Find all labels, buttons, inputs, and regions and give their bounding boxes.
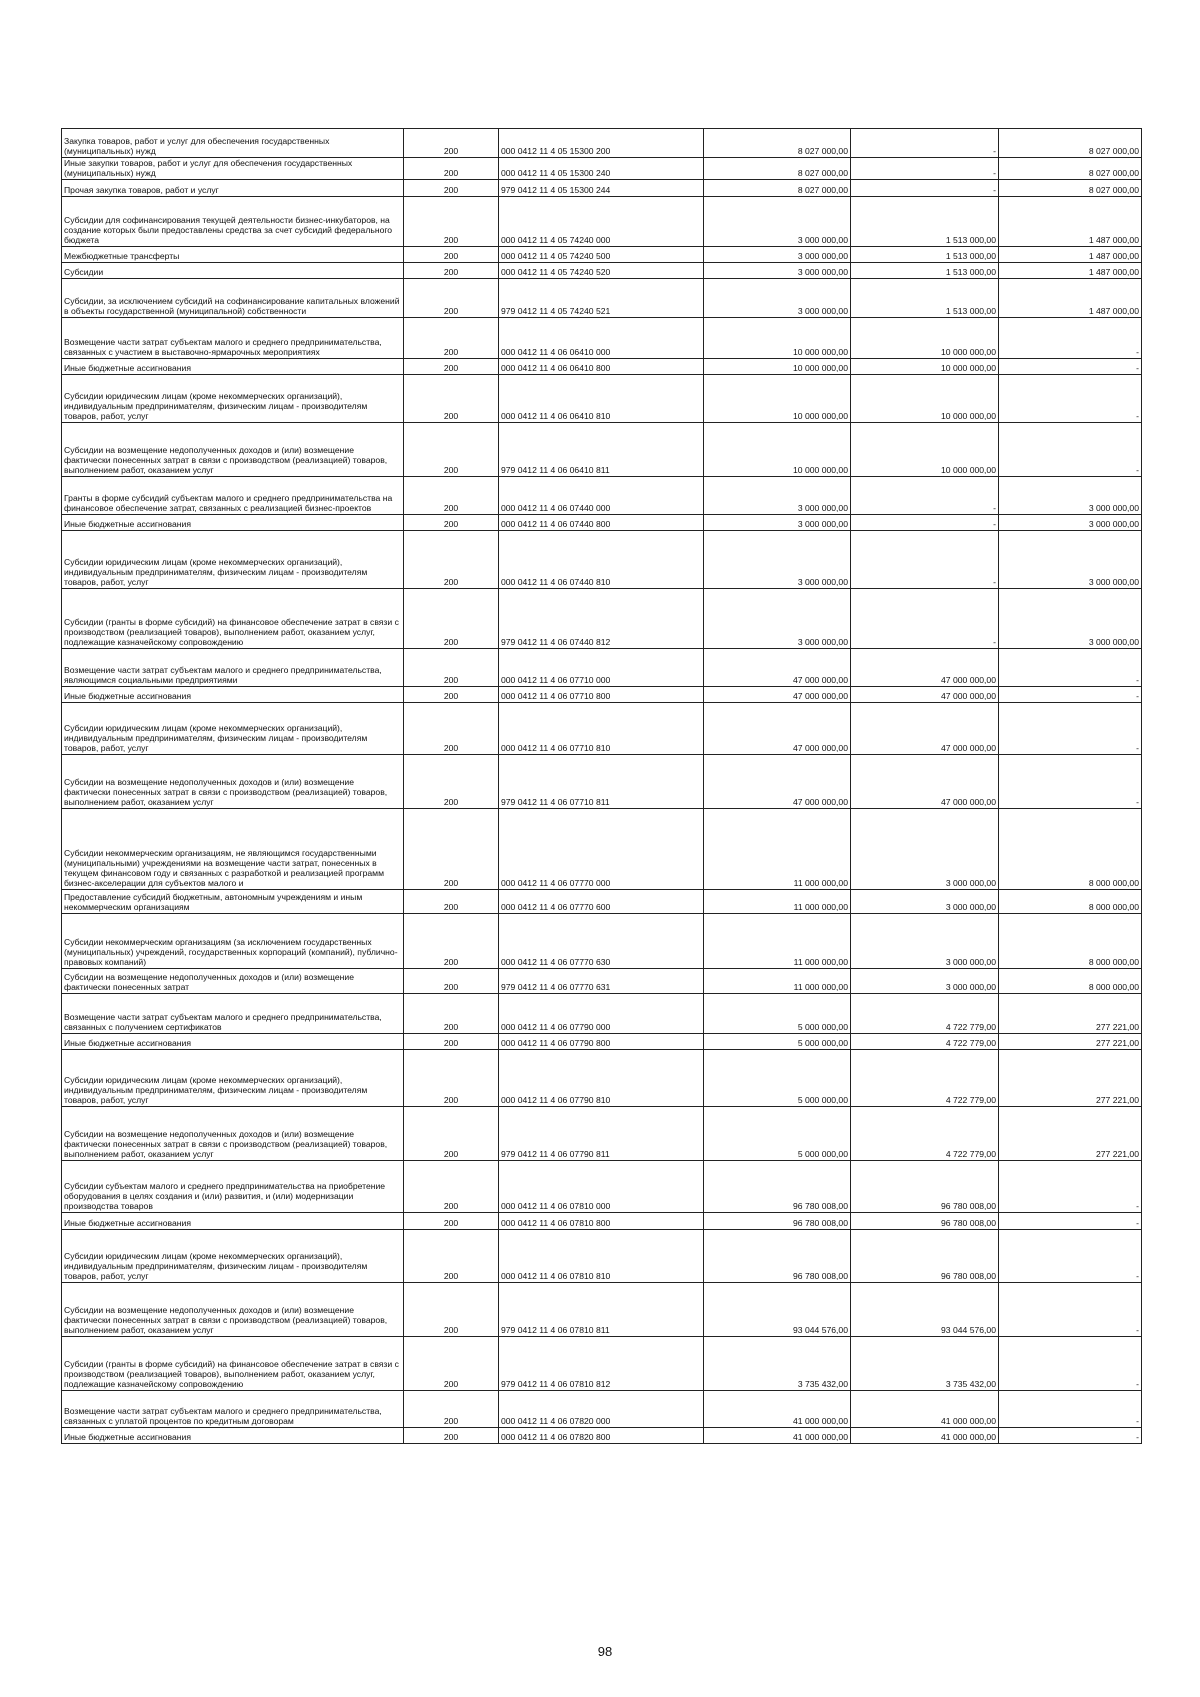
approved-amount: 3 000 000,00 <box>704 477 851 515</box>
approved-amount: 3 735 432,00 <box>704 1337 851 1391</box>
executed-amount: - <box>851 515 999 531</box>
table-row <box>62 197 1142 247</box>
line-code: 200 <box>404 197 499 247</box>
budget-classification-code: 000 0412 11 4 06 07790 810 <box>499 1050 704 1107</box>
approved-amount: 3 000 000,00 <box>704 263 851 279</box>
executed-amount: 10 000 000,00 <box>851 375 999 423</box>
executed-amount: 96 780 008,00 <box>851 1161 999 1213</box>
item-name: Субсидии (гранты в форме субсидий) на финансовое обеспечение затрат в связи с производством (реализацией товаров), выполнением работ, оказанием услуг, подлежащие казначейскому сопровождению <box>62 1337 404 1391</box>
approved-amount: 3 000 000,00 <box>704 247 851 263</box>
unexecuted-amount: 3 000 000,00 <box>999 589 1142 649</box>
budget-classification-code: 000 0412 11 4 06 06410 810 <box>499 375 704 423</box>
line-code: 200 <box>404 1428 499 1444</box>
executed-amount: 47 000 000,00 <box>851 755 999 809</box>
budget-classification-code: 000 0412 11 4 06 07440 800 <box>499 515 704 531</box>
approved-amount: 10 000 000,00 <box>704 359 851 375</box>
line-code: 200 <box>404 809 499 890</box>
budget-classification-code: 000 0412 11 4 06 07810 800 <box>499 1213 704 1230</box>
item-name: Субсидии на возмещение недополученных доходов и (или) возмещение фактически понесенных затрат в связи с производством (реализацией) товаров, выполнением работ, оказанием услуг <box>62 1283 404 1337</box>
item-name: Иные бюджетные ассигнования <box>62 1034 404 1050</box>
item-name: Субсидии юридическим лицам (кроме некоммерческих организаций), индивидуальным предпринимателям, физическим лицам - производителям товаров, работ, услуг <box>62 375 404 423</box>
budget-classification-code: 000 0412 11 4 06 07770 000 <box>499 809 704 890</box>
item-name: Возмещение части затрат субъектам малого и среднего предпринимательства, связанных с получением сертификатов <box>62 994 404 1034</box>
line-code: 200 <box>404 158 499 180</box>
budget-classification-code: 000 0412 11 4 06 07770 630 <box>499 914 704 969</box>
budget-classification-code: 000 0412 11 4 06 07810 810 <box>499 1230 704 1283</box>
unexecuted-amount: 8 000 000,00 <box>999 890 1142 914</box>
line-code: 200 <box>404 375 499 423</box>
line-code: 200 <box>404 914 499 969</box>
budget-classification-code: 000 0412 11 4 06 07710 000 <box>499 649 704 687</box>
item-name: Иные бюджетные ассигнования <box>62 515 404 531</box>
approved-amount: 47 000 000,00 <box>704 649 851 687</box>
table-row <box>62 1107 1142 1161</box>
line-code: 200 <box>404 531 499 589</box>
line-code: 200 <box>404 969 499 994</box>
approved-amount: 3 000 000,00 <box>704 515 851 531</box>
line-code: 200 <box>404 1107 499 1161</box>
line-code: 200 <box>404 263 499 279</box>
approved-amount: 11 000 000,00 <box>704 809 851 890</box>
unexecuted-amount: 3 000 000,00 <box>999 477 1142 515</box>
line-code: 200 <box>404 1283 499 1337</box>
unexecuted-amount: - <box>999 649 1142 687</box>
budget-classification-code: 000 0412 11 4 06 07770 600 <box>499 890 704 914</box>
item-name: Возмещение части затрат субъектам малого и среднего предпринимательства, являющимся социальными предприятиями <box>62 649 404 687</box>
executed-amount: 1 513 000,00 <box>851 247 999 263</box>
unexecuted-amount: - <box>999 1230 1142 1283</box>
executed-amount: 96 780 008,00 <box>851 1213 999 1230</box>
item-name: Субсидии на возмещение недополученных доходов и (или) возмещение фактически понесенных затрат в связи с производством (реализацией) товаров, выполнением работ, оказанием услуг <box>62 423 404 477</box>
table-body <box>62 129 1142 1444</box>
table-row <box>62 703 1142 755</box>
approved-amount: 8 027 000,00 <box>704 180 851 197</box>
item-name: Субсидии <box>62 263 404 279</box>
budget-classification-code: 000 0412 11 4 06 07810 000 <box>499 1161 704 1213</box>
approved-amount: 47 000 000,00 <box>704 755 851 809</box>
unexecuted-amount: 8 000 000,00 <box>999 969 1142 994</box>
executed-amount: 1 513 000,00 <box>851 197 999 247</box>
executed-amount: 41 000 000,00 <box>851 1428 999 1444</box>
unexecuted-amount: - <box>999 423 1142 477</box>
executed-amount: 96 780 008,00 <box>851 1230 999 1283</box>
executed-amount: 4 722 779,00 <box>851 994 999 1034</box>
approved-amount: 10 000 000,00 <box>704 423 851 477</box>
line-code: 200 <box>404 1337 499 1391</box>
table-row <box>62 1337 1142 1391</box>
approved-amount: 5 000 000,00 <box>704 1034 851 1050</box>
unexecuted-amount: 8 027 000,00 <box>999 158 1142 180</box>
unexecuted-amount: - <box>999 1283 1142 1337</box>
item-name: Возмещение части затрат субъектам малого и среднего предпринимательства, связанных с участием в выставочно-ярмарочных мероприятиях <box>62 318 404 359</box>
table-row <box>62 1428 1142 1444</box>
approved-amount: 5 000 000,00 <box>704 1107 851 1161</box>
budget-classification-code: 979 0412 11 4 06 07810 811 <box>499 1283 704 1337</box>
approved-amount: 11 000 000,00 <box>704 914 851 969</box>
unexecuted-amount: 1 487 000,00 <box>999 197 1142 247</box>
table-row <box>62 263 1142 279</box>
unexecuted-amount: - <box>999 703 1142 755</box>
unexecuted-amount: 1 487 000,00 <box>999 263 1142 279</box>
item-name: Субсидии для софинансирования текущей деятельности бизнес-инкубаторов, на создание которых были предоставлены средства за счет субсидий федерального бюджета <box>62 197 404 247</box>
executed-amount: 3 735 432,00 <box>851 1337 999 1391</box>
budget-classification-code: 000 0412 11 4 06 07820 800 <box>499 1428 704 1444</box>
table-row <box>62 687 1142 703</box>
budget-classification-code: 000 0412 11 4 05 74240 000 <box>499 197 704 247</box>
executed-amount: 3 000 000,00 <box>851 809 999 890</box>
line-code: 200 <box>404 890 499 914</box>
budget-classification-code: 979 0412 11 4 06 07440 812 <box>499 589 704 649</box>
item-name: Субсидии субъектам малого и среднего предпринимательства на приобретение оборудования в целях создания и (или) развития, и (или) модернизации производства товаров <box>62 1161 404 1213</box>
line-code: 200 <box>404 515 499 531</box>
item-name: Гранты в форме субсидий субъектам малого и среднего предпринимательства на финансовое обеспечение затрат, связанных с реализацией бизнес-проектов <box>62 477 404 515</box>
line-code: 200 <box>404 477 499 515</box>
table-row <box>62 1050 1142 1107</box>
budget-classification-code: 979 0412 11 4 06 07790 811 <box>499 1107 704 1161</box>
item-name: Субсидии некоммерческим организациям, не являющимся государственными (муниципальными) учреждениями на возмещение части затрат, понесенных в текущем финансовом году и связанных с разработкой и реализацией программ бизнес-акселерации для субъектов малого и <box>62 809 404 890</box>
unexecuted-amount: 8 000 000,00 <box>999 914 1142 969</box>
item-name: Субсидии юридическим лицам (кроме некоммерческих организаций), индивидуальным предпринимателям, физическим лицам - производителям товаров, работ, услуг <box>62 531 404 589</box>
item-name: Возмещение части затрат субъектам малого и среднего предпринимательства, связанных с уплатой процентов по кредитным договорам <box>62 1391 404 1428</box>
unexecuted-amount: - <box>999 1213 1142 1230</box>
budget-classification-code: 000 0412 11 4 06 07440 000 <box>499 477 704 515</box>
budget-classification-code: 000 0412 11 4 05 15300 200 <box>499 129 704 158</box>
budget-classification-code: 000 0412 11 4 05 74240 520 <box>499 263 704 279</box>
line-code: 200 <box>404 1034 499 1050</box>
unexecuted-amount: 277 221,00 <box>999 1034 1142 1050</box>
item-name: Субсидии (гранты в форме субсидий) на финансовое обеспечение затрат в связи с производством (реализацией товаров), выполнением работ, оказанием услуг, подлежащие казначейскому сопровождению <box>62 589 404 649</box>
unexecuted-amount: - <box>999 1391 1142 1428</box>
item-name: Субсидии некоммерческим организациям (за исключением государственных (муниципальных) учреждений, государственных корпораций (компаний), публично-правовых компаний) <box>62 914 404 969</box>
item-name: Иные бюджетные ассигнования <box>62 1213 404 1230</box>
budget-classification-code: 000 0412 11 4 06 07710 810 <box>499 703 704 755</box>
budget-classification-code: 979 0412 11 4 05 15300 244 <box>499 180 704 197</box>
approved-amount: 96 780 008,00 <box>704 1230 851 1283</box>
item-name: Субсидии юридическим лицам (кроме некоммерческих организаций), индивидуальным предпринимателям, физическим лицам - производителям товаров, работ, услуг <box>62 1230 404 1283</box>
executed-amount: 10 000 000,00 <box>851 318 999 359</box>
approved-amount: 3 000 000,00 <box>704 589 851 649</box>
budget-classification-code: 000 0412 11 4 06 07820 000 <box>499 1391 704 1428</box>
unexecuted-amount: - <box>999 1161 1142 1213</box>
table-row <box>62 247 1142 263</box>
line-code: 200 <box>404 703 499 755</box>
table-row <box>62 649 1142 687</box>
unexecuted-amount: - <box>999 687 1142 703</box>
executed-amount: 3 000 000,00 <box>851 914 999 969</box>
unexecuted-amount: - <box>999 1337 1142 1391</box>
table-row <box>62 1213 1142 1230</box>
unexecuted-amount: - <box>999 755 1142 809</box>
line-code: 200 <box>404 279 499 318</box>
budget-classification-code: 000 0412 11 4 06 07440 810 <box>499 531 704 589</box>
executed-amount: 41 000 000,00 <box>851 1391 999 1428</box>
unexecuted-amount: - <box>999 318 1142 359</box>
line-code: 200 <box>404 687 499 703</box>
table-row <box>62 914 1142 969</box>
budget-classification-code: 979 0412 11 4 05 74240 521 <box>499 279 704 318</box>
item-name: Иные бюджетные ассигнования <box>62 687 404 703</box>
table-row <box>62 1230 1142 1283</box>
executed-amount: - <box>851 531 999 589</box>
executed-amount: - <box>851 158 999 180</box>
table-row <box>62 279 1142 318</box>
table-row <box>62 1283 1142 1337</box>
line-code: 200 <box>404 1230 499 1283</box>
table-row <box>62 890 1142 914</box>
approved-amount: 8 027 000,00 <box>704 158 851 180</box>
line-code: 200 <box>404 1391 499 1428</box>
executed-amount: - <box>851 180 999 197</box>
line-code: 200 <box>404 247 499 263</box>
approved-amount: 3 000 000,00 <box>704 197 851 247</box>
executed-amount: 10 000 000,00 <box>851 423 999 477</box>
approved-amount: 8 027 000,00 <box>704 129 851 158</box>
unexecuted-amount: 8 000 000,00 <box>999 809 1142 890</box>
item-name: Закупка товаров, работ и услуг для обеспечения государственных (муниципальных) нужд <box>62 129 404 158</box>
table-row <box>62 477 1142 515</box>
line-code: 200 <box>404 423 499 477</box>
item-name: Субсидии юридическим лицам (кроме некоммерческих организаций), индивидуальным предпринимателям, физическим лицам - производителям товаров, работ, услуг <box>62 1050 404 1107</box>
budget-classification-code: 000 0412 11 4 06 06410 800 <box>499 359 704 375</box>
table-row <box>62 158 1142 180</box>
executed-amount: 4 722 779,00 <box>851 1107 999 1161</box>
approved-amount: 47 000 000,00 <box>704 703 851 755</box>
approved-amount: 3 000 000,00 <box>704 279 851 318</box>
table-row <box>62 318 1142 359</box>
budget-classification-code: 000 0412 11 4 05 15300 240 <box>499 158 704 180</box>
executed-amount: 1 513 000,00 <box>851 279 999 318</box>
table-row <box>62 589 1142 649</box>
table-row <box>62 515 1142 531</box>
budget-classification-code: 979 0412 11 4 06 07810 812 <box>499 1337 704 1391</box>
item-name: Иные бюджетные ассигнования <box>62 359 404 375</box>
item-name: Межбюджетные трансферты <box>62 247 404 263</box>
executed-amount: 4 722 779,00 <box>851 1050 999 1107</box>
approved-amount: 10 000 000,00 <box>704 375 851 423</box>
budget-classification-code: 000 0412 11 4 05 74240 500 <box>499 247 704 263</box>
item-name: Субсидии, за исключением субсидий на софинансирование капитальных вложений в объекты государственной (муниципальной) собственности <box>62 279 404 318</box>
approved-amount: 3 000 000,00 <box>704 531 851 589</box>
budget-classification-code: 979 0412 11 4 06 07710 811 <box>499 755 704 809</box>
executed-amount: 4 722 779,00 <box>851 1034 999 1050</box>
executed-amount: - <box>851 477 999 515</box>
executed-amount: 47 000 000,00 <box>851 687 999 703</box>
approved-amount: 41 000 000,00 <box>704 1391 851 1428</box>
approved-amount: 11 000 000,00 <box>704 890 851 914</box>
item-name: Иные бюджетные ассигнования <box>62 1428 404 1444</box>
executed-amount: 1 513 000,00 <box>851 263 999 279</box>
unexecuted-amount: - <box>999 359 1142 375</box>
table-row <box>62 1391 1142 1428</box>
approved-amount: 47 000 000,00 <box>704 687 851 703</box>
unexecuted-amount: 277 221,00 <box>999 1050 1142 1107</box>
item-name: Субсидии юридическим лицам (кроме некоммерческих организаций), индивидуальным предпринимателям, физическим лицам - производителям товаров, работ, услуг <box>62 703 404 755</box>
unexecuted-amount: 8 027 000,00 <box>999 129 1142 158</box>
budget-execution-table <box>61 128 1142 1444</box>
unexecuted-amount: 1 487 000,00 <box>999 247 1142 263</box>
line-code: 200 <box>404 359 499 375</box>
line-code: 200 <box>404 755 499 809</box>
unexecuted-amount: 3 000 000,00 <box>999 531 1142 589</box>
table-row <box>62 1034 1142 1050</box>
table-row <box>62 969 1142 994</box>
unexecuted-amount: 8 027 000,00 <box>999 180 1142 197</box>
unexecuted-amount: - <box>999 1428 1142 1444</box>
budget-classification-code: 979 0412 11 4 06 06410 811 <box>499 423 704 477</box>
approved-amount: 93 044 576,00 <box>704 1283 851 1337</box>
line-code: 200 <box>404 129 499 158</box>
item-name: Субсидии на возмещение недополученных доходов и (или) возмещение фактически понесенных затрат в связи с производством (реализацией) товаров, выполнением работ, оказанием услуг <box>62 755 404 809</box>
table-row <box>62 375 1142 423</box>
approved-amount: 5 000 000,00 <box>704 994 851 1034</box>
approved-amount: 96 780 008,00 <box>704 1213 851 1230</box>
line-code: 200 <box>404 318 499 359</box>
unexecuted-amount: 277 221,00 <box>999 1107 1142 1161</box>
table-row <box>62 755 1142 809</box>
budget-classification-code: 979 0412 11 4 06 07770 631 <box>499 969 704 994</box>
table-row <box>62 423 1142 477</box>
line-code: 200 <box>404 180 499 197</box>
line-code: 200 <box>404 1161 499 1213</box>
executed-amount: 47 000 000,00 <box>851 703 999 755</box>
executed-amount: 3 000 000,00 <box>851 890 999 914</box>
line-code: 200 <box>404 1213 499 1230</box>
executed-amount: 47 000 000,00 <box>851 649 999 687</box>
approved-amount: 41 000 000,00 <box>704 1428 851 1444</box>
table-row <box>62 994 1142 1034</box>
unexecuted-amount: - <box>999 375 1142 423</box>
executed-amount: 3 000 000,00 <box>851 969 999 994</box>
table-row <box>62 1161 1142 1213</box>
page-number: 98 <box>597 1644 613 1659</box>
item-name: Субсидии на возмещение недополученных доходов и (или) возмещение фактически понесенных затрат <box>62 969 404 994</box>
unexecuted-amount: 277 221,00 <box>999 994 1142 1034</box>
table-row <box>62 531 1142 589</box>
budget-classification-code: 000 0412 11 4 06 07790 000 <box>499 994 704 1034</box>
item-name: Предоставление субсидий бюджетным, автономным учреждениям и иным некоммерческим организациям <box>62 890 404 914</box>
approved-amount: 10 000 000,00 <box>704 318 851 359</box>
item-name: Субсидии на возмещение недополученных доходов и (или) возмещение фактически понесенных затрат в связи с производством (реализацией) товаров, выполнением работ, оказанием услуг <box>62 1107 404 1161</box>
unexecuted-amount: 3 000 000,00 <box>999 515 1142 531</box>
executed-amount: - <box>851 589 999 649</box>
budget-classification-code: 000 0412 11 4 06 07790 800 <box>499 1034 704 1050</box>
budget-classification-code: 000 0412 11 4 06 07710 800 <box>499 687 704 703</box>
line-code: 200 <box>404 1050 499 1107</box>
line-code: 200 <box>404 589 499 649</box>
approved-amount: 5 000 000,00 <box>704 1050 851 1107</box>
table-row <box>62 180 1142 197</box>
item-name: Прочая закупка товаров, работ и услуг <box>62 180 404 197</box>
table-row <box>62 359 1142 375</box>
item-name: Иные закупки товаров, работ и услуг для обеспечения государственных (муниципальных) нужд <box>62 158 404 180</box>
line-code: 200 <box>404 649 499 687</box>
table-row <box>62 129 1142 158</box>
executed-amount: - <box>851 129 999 158</box>
line-code: 200 <box>404 994 499 1034</box>
unexecuted-amount: 1 487 000,00 <box>999 279 1142 318</box>
executed-amount: 10 000 000,00 <box>851 359 999 375</box>
table-row <box>62 809 1142 890</box>
approved-amount: 96 780 008,00 <box>704 1161 851 1213</box>
approved-amount: 11 000 000,00 <box>704 969 851 994</box>
executed-amount: 93 044 576,00 <box>851 1283 999 1337</box>
budget-classification-code: 000 0412 11 4 06 06410 000 <box>499 318 704 359</box>
